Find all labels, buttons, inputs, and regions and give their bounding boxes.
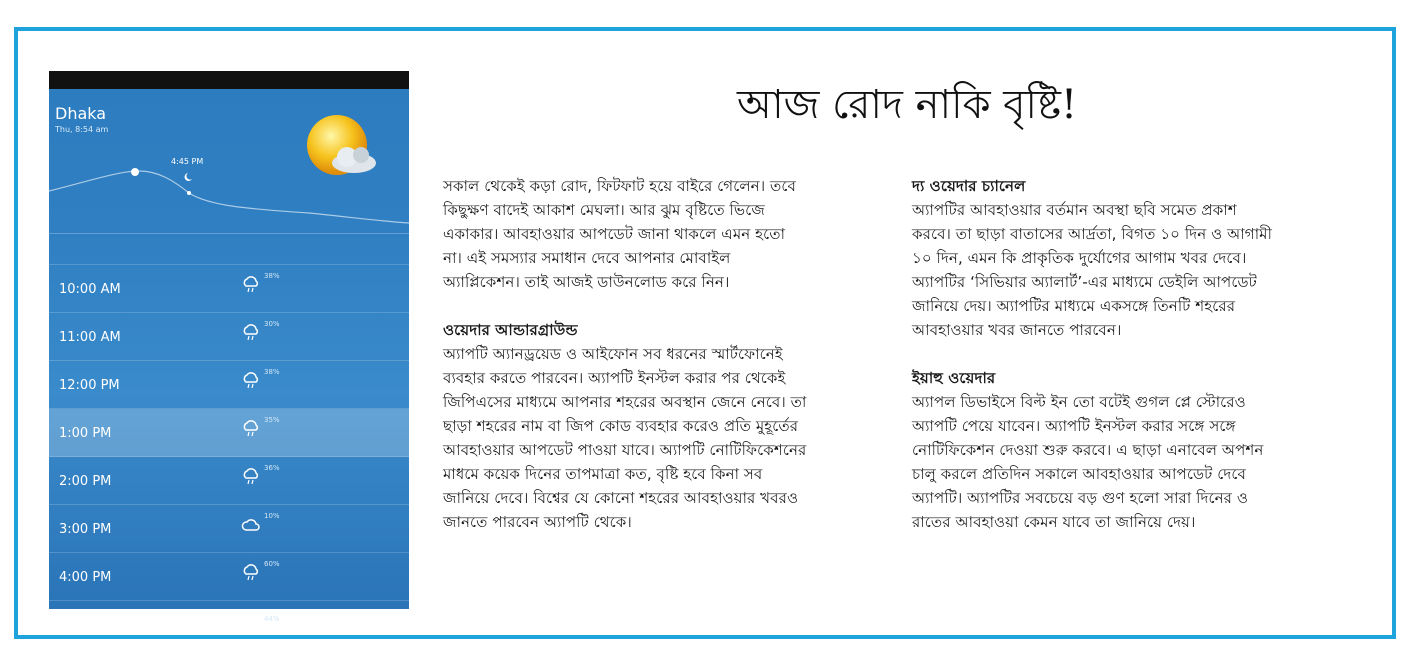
paragraph-line: আবহাওয়ার খবর জানতে পারবেন। — [912, 321, 1122, 339]
paragraph-line: করবে। তা ছাড়া বাতাসের আর্দ্রতা, বিগত ১০ দিন ও আগামী — [912, 225, 1272, 243]
paragraph-line: অ্যাপটির ‘সিভিয়ার অ্যালার্ট’-এর মাধ্যমে ডেইলি আপডেট — [912, 273, 1257, 291]
paragraph-line: ব্যবহার করতে পারবেন। অ্যাপটি ইনস্টল করার পর থেকেই — [443, 369, 786, 387]
paragraph-line: জানিয়ে দেবে। বিশ্বের যে কোনো শহরের আবহাওয়ার খবরও — [443, 489, 799, 507]
hour-row[interactable] — [49, 313, 409, 361]
rain-cloud-icon — [242, 421, 260, 441]
rain-cloud-icon — [242, 469, 260, 489]
hour-label: 10:00 AM — [59, 282, 121, 297]
divider — [49, 233, 409, 234]
rain-cloud-icon — [242, 373, 260, 393]
paragraph-line: আবহাওয়ার আপডেট পাওয়া যাবে। অ্যাপটি নোটিফিকেশনের — [443, 441, 807, 459]
precip-percent: 38% — [264, 368, 280, 376]
precip-percent: 60% — [264, 560, 280, 568]
hour-row[interactable] — [49, 553, 409, 601]
paragraph-line: অ্যাপল ডিভাইসে বিল্ট ইন তো বটেই গুগল প্লে স্টোরেও — [912, 393, 1246, 411]
rain-cloud-icon — [242, 325, 260, 345]
paragraph-line: কিছুক্ষণ বাদেই আকাশ মেঘলা। আর ঝুম বৃষ্টিতে ভিজে — [443, 201, 765, 219]
section-heading: ওয়েদার আন্ডারগ্রাউন্ড — [443, 321, 578, 339]
section-heading: দ্য ওয়েদার চ্যানেল — [912, 177, 1026, 195]
paragraph-line: জানতে পারবেন অ্যাপটি থেকে। — [443, 513, 632, 531]
moon-icon — [185, 173, 192, 181]
paragraph-line: চালু করলে প্রতিদিন সকালে আবহাওয়ার আপডেট দেবে — [912, 465, 1246, 483]
cloud-icon — [242, 517, 260, 536]
precip-percent: 44% — [264, 615, 280, 623]
hour-row[interactable] — [49, 242, 409, 265]
paragraph-line: একাকার। আবহাওয়ার আপডেট জানা থাকলে এমন হতো — [443, 225, 786, 243]
rain-cloud-icon — [242, 277, 260, 297]
paragraph-line: অ্যাপ্লিকেশন। তাই আজই ডাউনলোড করে নিন। — [443, 273, 730, 291]
article-title: আজ রোদ নাকি বৃষ্টি! — [736, 82, 1078, 128]
hourly-forecast-list — [49, 254, 409, 649]
current-marker — [187, 191, 191, 195]
rain-cloud-icon — [242, 565, 260, 585]
paragraph-line: অ্যাপটি। অ্যাপটির সবচেয়ে বড় গুণ হলো সারা দিনের ও — [912, 489, 1248, 507]
precip-percent: 36% — [264, 464, 280, 472]
paragraph-line: ছাড়া শহরের নাম বা জিপ কোড ব্যবহার করেও প্রতি মুহূর্তের — [443, 417, 799, 435]
sun-cloud-icon — [299, 109, 384, 194]
hour-row[interactable] — [49, 361, 409, 409]
section-heading: ইয়াহু ওয়েদার — [912, 369, 996, 387]
city-name: Dhaka — [55, 104, 107, 123]
status-bar — [49, 71, 409, 89]
precip-percent: 35% — [264, 416, 280, 424]
article-column-2 — [912, 174, 1374, 534]
rain-cloud-icon — [242, 613, 260, 633]
precip-percent: 30% — [264, 320, 280, 328]
article-column-1 — [443, 174, 893, 534]
hour-row[interactable] — [49, 265, 409, 313]
hour-row[interactable] — [49, 409, 409, 457]
weather-app-screenshot — [49, 71, 409, 623]
hour-label: 2:00 PM — [59, 474, 112, 489]
paragraph-line: ১০ দিন, এমন কি প্রাকৃতিক দুর্যোগের আগাম খবর দেবে। — [912, 249, 1247, 267]
precip-percent: 10% — [264, 512, 280, 520]
paragraph-line: নোটিফিকেশন দেওয়া শুরু করবে। এ ছাড়া এনাবেল অপশন — [912, 441, 1264, 459]
hour-label: 3:00 PM — [59, 522, 112, 537]
sunset-time: 4:45 PM — [171, 157, 204, 166]
paragraph-line: রাতের আবহাওয়া কেমন যাবে তা জানিয়ে দেয়। — [912, 513, 1196, 531]
paragraph-line: অ্যাপটি পেয়ে যাবেন। অ্যাপটি ইনস্টল করার সঙ্গে সঙ্গে — [912, 417, 1236, 435]
paragraph-line: মাধমে কয়েক দিনের তাপমাত্রা কত, বৃষ্টি হবে কিনা সব — [443, 465, 763, 483]
hour-row[interactable] — [49, 601, 409, 649]
hour-row[interactable] — [49, 505, 409, 553]
paragraph-line: না। এই সমস্যার সমাধান দেবে আপনার মোবাইল — [443, 249, 731, 267]
paragraph-line: জিপিএসের মাধ্যমে আপনার শহরের অবস্থান জেনে নেবে। তা — [443, 393, 807, 411]
current-time: Thu, 8:54 am — [55, 125, 109, 134]
precip-percent: 38% — [264, 272, 280, 280]
paragraph-line: সকাল থেকেই কড়া রোদ, ফিটফাট হয়ে বাইরে গেলেন। তবে — [443, 177, 796, 195]
hour-label: 1:00 PM — [59, 426, 112, 441]
hour-label: 4:00 PM — [59, 570, 112, 585]
hour-label: 11:00 AM — [59, 330, 121, 345]
sun-marker — [131, 168, 139, 176]
hour-label: 12:00 PM — [59, 378, 120, 393]
paragraph-line: অ্যাপটির আবহাওয়ার বর্তমান অবস্থা ছবি সমেত প্রকাশ — [912, 201, 1237, 219]
hour-row[interactable] — [49, 457, 409, 505]
paragraph-line: অ্যাপটি অ্যানড্রয়েড ও আইফোন সব ধরনের স্মার্টফোনেই — [443, 345, 783, 363]
paragraph-line: জানিয়ে দেয়। অ্যাপটির মাধ্যমে একসঙ্গে তিনটি শহরের — [912, 297, 1236, 315]
